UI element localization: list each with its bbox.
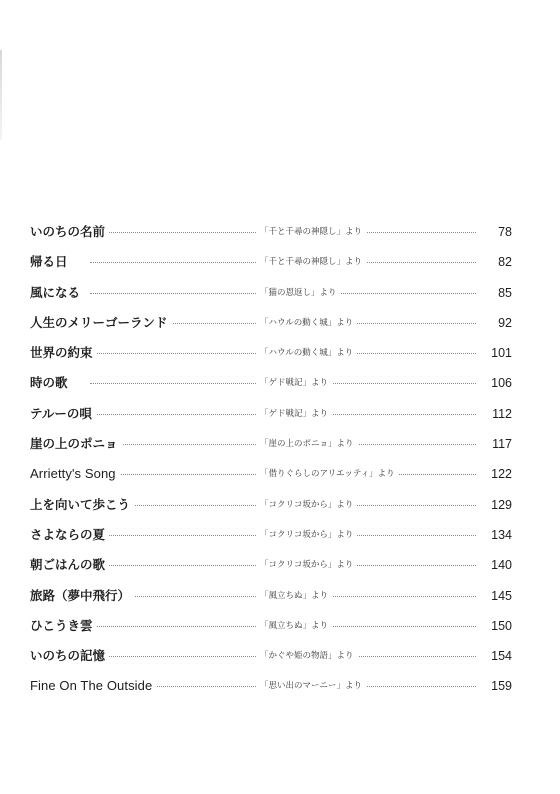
toc-entry[interactable] (30, 252, 512, 282)
source-film: 「借りぐらしのアリエッティ」より (257, 464, 399, 484)
page-number: 129 (486, 495, 512, 515)
page-number: 140 (486, 555, 512, 575)
page-edge-shadow (0, 50, 2, 140)
song-title: 崖の上のポニョ (30, 434, 122, 454)
toc-entry[interactable] (30, 586, 512, 616)
source-film: 「ハウルの動く城」より (257, 313, 357, 333)
song-title: 風になる (30, 283, 84, 303)
song-title: Arrietty's Song (30, 464, 120, 484)
source-film: 「千と千尋の神隠し」より (257, 252, 366, 272)
source-film: 「コクリコ坂から」より (257, 555, 357, 575)
source-film: 「猫の恩返し」より (257, 283, 341, 303)
source-film: 「風立ちぬ」より (257, 616, 332, 636)
song-title: いのちの名前 (30, 222, 109, 242)
page-number: 106 (486, 373, 512, 393)
song-title: ひこうき雲 (30, 616, 97, 636)
toc-entry[interactable] (30, 616, 512, 646)
source-film: 「崖の上のポニョ」より (257, 434, 358, 454)
source-film: 「ゲド戦記」より (257, 373, 332, 393)
page-number: 159 (486, 676, 512, 696)
toc-entry[interactable] (30, 343, 512, 373)
page-number: 134 (486, 525, 512, 545)
song-title: 時の歌 (30, 373, 72, 393)
toc-entry[interactable] (30, 373, 512, 403)
toc-entry[interactable] (30, 495, 512, 525)
song-title: テルーの唄 (30, 404, 96, 424)
song-title: Fine On The Outside (30, 676, 156, 696)
toc-entry[interactable] (30, 222, 512, 252)
toc-entry[interactable] (30, 555, 512, 585)
source-film: 「風立ちぬ」より (257, 586, 332, 606)
song-title: 人生のメリーゴーランド (30, 313, 172, 333)
song-title: いのちの記憶 (30, 646, 109, 666)
page-number: 92 (493, 313, 512, 333)
page-number: 145 (486, 586, 512, 606)
song-title: さよならの夏 (30, 525, 109, 545)
song-title: 帰る日 (30, 252, 72, 272)
page-number: 78 (493, 222, 512, 242)
page-number: 112 (487, 404, 512, 424)
source-film: 「ゲド戦記」より (257, 404, 332, 424)
page-number: 117 (487, 434, 512, 454)
song-title: 世界の約束 (30, 343, 97, 363)
source-film: 「コクリコ坂から」より (257, 495, 357, 515)
toc-entry[interactable] (30, 313, 512, 343)
source-film: 「思い出のマーニー」より (257, 676, 366, 696)
song-title: 旅路（夢中飛行） (30, 586, 134, 606)
page-number: 82 (493, 252, 512, 272)
page-number: 85 (493, 283, 512, 303)
toc-entry[interactable] (30, 283, 512, 313)
toc-entry[interactable] (30, 404, 512, 434)
song-title: 朝ごはんの歌 (30, 555, 109, 575)
toc-entry[interactable] (30, 464, 512, 494)
toc-entry[interactable] (30, 676, 512, 706)
toc-entry[interactable] (30, 434, 512, 464)
page-number: 154 (486, 646, 512, 666)
page-number: 122 (486, 464, 512, 484)
toc-entry[interactable] (30, 525, 512, 555)
page-number: 101 (486, 343, 512, 363)
source-film: 「かぐや姫の物語」より (257, 646, 358, 666)
source-film: 「千と千尋の神隠し」より (257, 222, 366, 242)
source-film: 「コクリコ坂から」より (257, 525, 357, 545)
song-title: 上を向いて歩こう (30, 495, 134, 515)
toc-entry[interactable] (30, 646, 512, 676)
page-number: 150 (486, 616, 512, 636)
source-film: 「ハウルの動く城」より (257, 343, 357, 363)
table-of-contents (30, 222, 512, 707)
